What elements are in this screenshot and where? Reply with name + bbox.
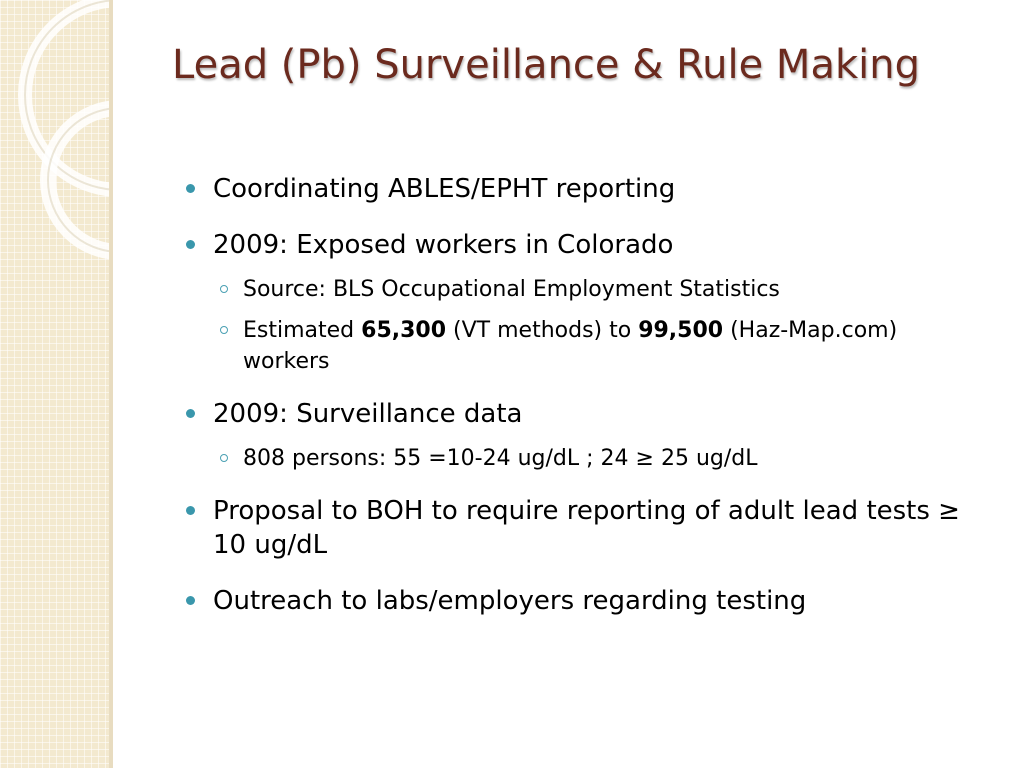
bullet-text: Outreach to labs/employers regarding testing bbox=[213, 586, 807, 616]
bullet-list bbox=[186, 172, 986, 640]
bullet-item bbox=[186, 228, 986, 262]
sub-bullet-ring-icon bbox=[220, 285, 228, 293]
bullet-text: Proposal to BOH to require reporting of adult lead tests ≥ 10 ug/dL bbox=[213, 496, 960, 560]
slide-title: Lead (Pb) Surveillance & Rule Making bbox=[172, 42, 920, 88]
decorative-rings bbox=[0, 0, 113, 768]
text-segment: Estimated bbox=[243, 318, 362, 343]
strip-edge bbox=[109, 0, 113, 768]
bullet-item bbox=[186, 494, 986, 562]
bullet-item bbox=[186, 397, 986, 431]
bullet-dot-icon bbox=[186, 240, 195, 249]
bullet-dot-icon bbox=[186, 506, 195, 515]
sub-bullet-item bbox=[186, 274, 986, 305]
sub-bullet-ring-icon bbox=[220, 326, 228, 334]
bullet-text: Coordinating ABLES/EPHT reporting bbox=[213, 174, 676, 204]
decorative-side-strip bbox=[0, 0, 113, 768]
text-segment: (VT methods) to bbox=[446, 318, 639, 343]
sub-bullet-text: Source: BLS Occupational Employment Statistics bbox=[243, 277, 780, 302]
bullet-text: 2009: Surveillance data bbox=[213, 399, 523, 429]
sub-bullet-text bbox=[243, 315, 986, 377]
bullet-item bbox=[186, 172, 986, 206]
sub-bullet-ring-icon bbox=[220, 454, 228, 462]
sub-bullet-text: 808 persons: 55 =10-24 ug/dL ; 24 ≥ 25 ug/dL bbox=[243, 446, 758, 471]
bullet-text: 2009: Exposed workers in Colorado bbox=[213, 230, 674, 260]
bullet-dot-icon bbox=[186, 184, 195, 193]
bullet-item bbox=[186, 584, 986, 618]
high-estimate: 99,500 bbox=[638, 318, 724, 343]
sub-bullet-item bbox=[186, 315, 986, 377]
text-segment: (Haz-Map.com) workers bbox=[243, 318, 898, 374]
bullet-dot-icon bbox=[186, 409, 195, 418]
low-estimate: 65,300 bbox=[361, 318, 447, 343]
bullet-dot-icon bbox=[186, 596, 195, 605]
sub-bullet-item bbox=[186, 443, 986, 474]
